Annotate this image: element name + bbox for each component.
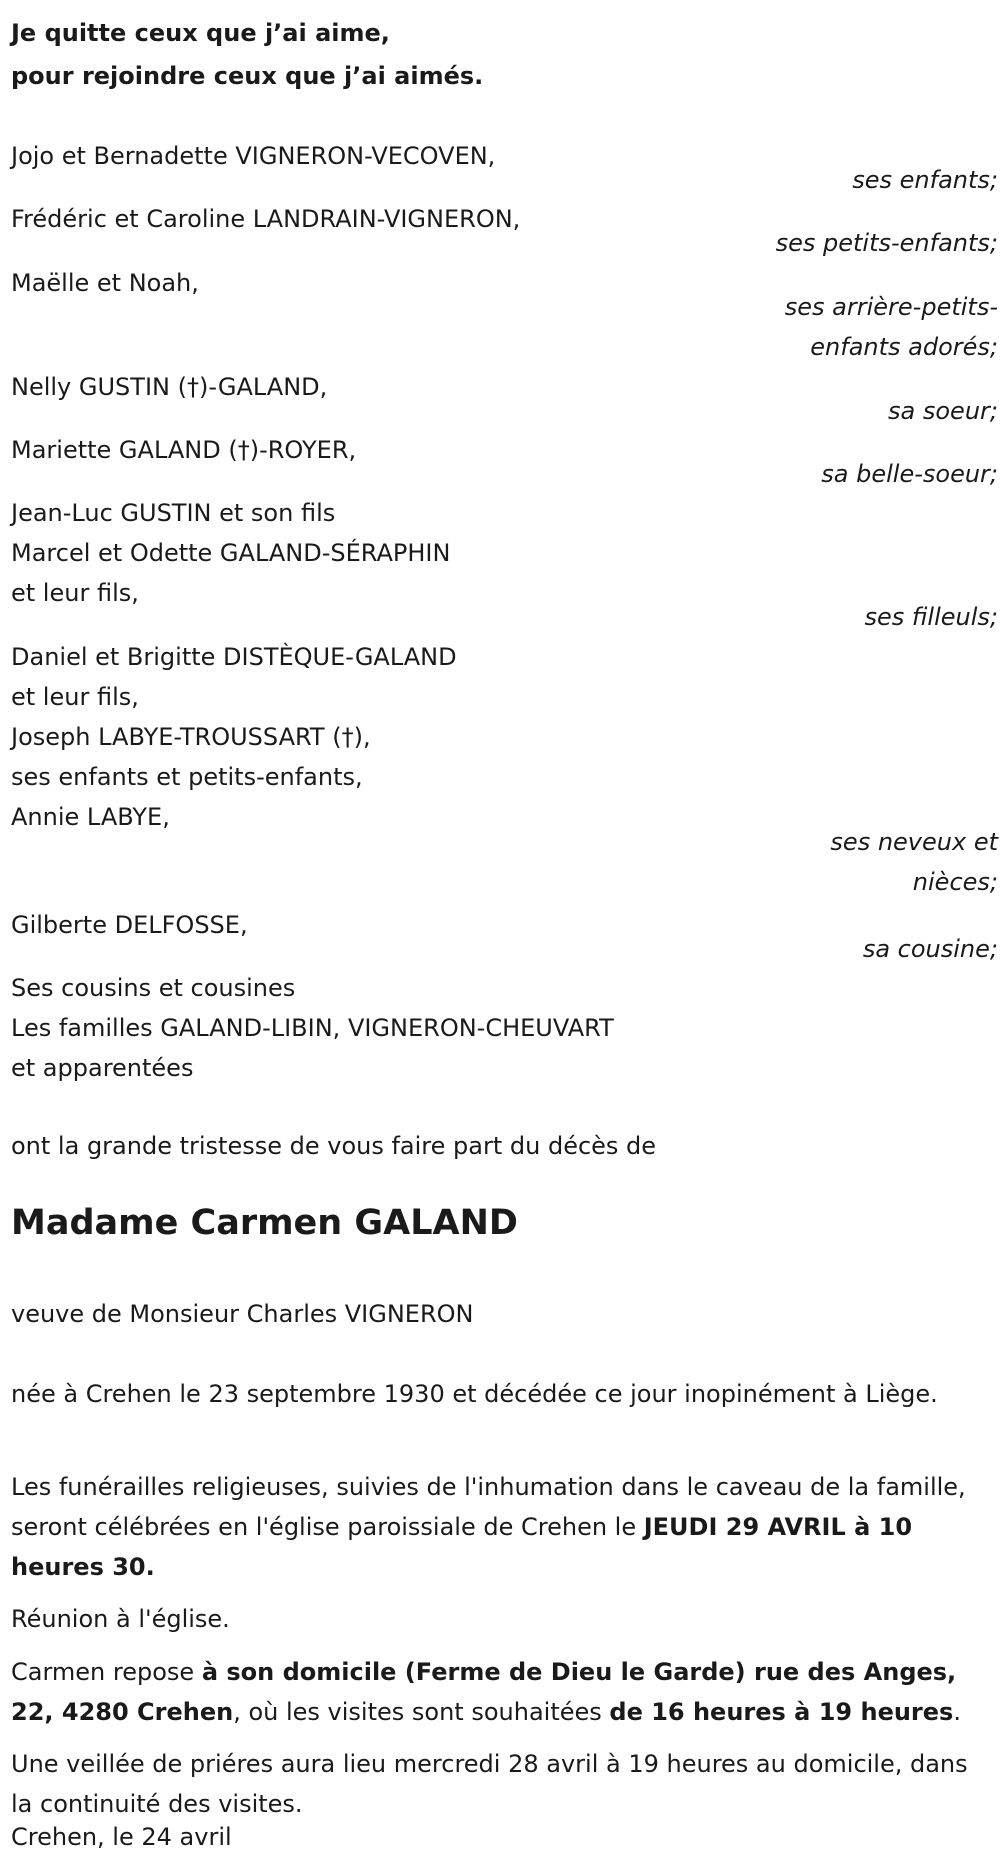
deceased-name: Madame Carmen GALAND bbox=[11, 1203, 518, 1243]
relation-label: ses filleuls; bbox=[864, 603, 998, 631]
mourner-entry bbox=[11, 968, 711, 1088]
epigraph-line-1: Je quitte ceux que j’ai aime, bbox=[11, 19, 390, 47]
relation-label: ses enfants; bbox=[852, 166, 998, 194]
mourner-name: Ses cousins et cousines bbox=[11, 974, 296, 1002]
mourner-name: Maëlle et Noah, bbox=[11, 269, 199, 297]
relation-label: ses neveux et nièces; bbox=[830, 828, 998, 896]
relation-label: sa soeur; bbox=[888, 397, 998, 425]
closing-text: Crehen, le 24 avril bbox=[11, 1823, 232, 1851]
mourner-name: et leur fils, bbox=[11, 683, 139, 711]
mourner-name: Mariette GALAND (†)-ROYER, bbox=[11, 436, 357, 464]
announcement-text: ont la grande tristesse de vous faire part du décès de bbox=[11, 1132, 657, 1160]
funeral-text bbox=[11, 1467, 996, 1587]
funeral-details: Les funérailles religieuses, suivies de l'inhumation dans le caveau de la famille, seront célébrées en l'église paroissiale de Crehen le bbox=[11, 1473, 966, 1541]
epigraph-line-2: pour rejoindre ceux que j’ai aimés. bbox=[11, 62, 484, 90]
mourner-name: Annie LABYE, bbox=[11, 803, 170, 831]
mourner-entry bbox=[11, 136, 711, 176]
mourner-entry bbox=[11, 367, 711, 407]
relation-label: ses petits-enfants; bbox=[775, 229, 998, 257]
repose-end: . bbox=[953, 1698, 961, 1726]
mourner-name: Gilberte DELFOSSE, bbox=[11, 911, 248, 939]
mourner-entry bbox=[11, 263, 711, 303]
mourner-name: Jean-Luc GUSTIN et son fils bbox=[11, 499, 336, 527]
mourner-name: Les familles GALAND-LIBIN, VIGNERON-CHEUVART bbox=[11, 1014, 614, 1042]
repose-address: à son domicile (Ferme de Dieu le Garde) rue des Anges, 22, 4280 Crehen bbox=[11, 1658, 957, 1726]
mourner-entry bbox=[11, 493, 711, 613]
mourner-name: Daniel et Brigitte DISTÈQUE-GALAND bbox=[11, 643, 457, 671]
mourner-name: Frédéric et Caroline LANDRAIN-VIGNERON, bbox=[11, 205, 521, 233]
mourner-entry bbox=[11, 905, 711, 945]
funeral-date: JEUDI 29 AVRIL à 10 heures 30. bbox=[11, 1513, 913, 1581]
relation-label: sa belle-soeur; bbox=[821, 460, 998, 488]
mourner-name: ses enfants et petits-enfants, bbox=[11, 763, 363, 791]
widow-of-text: veuve de Monsieur Charles VIGNERON bbox=[11, 1300, 474, 1328]
mourner-entry bbox=[11, 637, 711, 837]
repose-text bbox=[11, 1652, 996, 1732]
repose-hours: de 16 heures à 19 heures bbox=[609, 1698, 954, 1726]
meeting-text: Réunion à l'église. bbox=[11, 1605, 230, 1633]
mourner-entry bbox=[11, 430, 711, 470]
mourner-name: Joseph LABYE-TROUSSART (†), bbox=[11, 723, 371, 751]
vigil-text: Une veillée de priéres aura lieu mercredi 28 avril à 19 heures au domicile, dans la continuité des visites. bbox=[11, 1750, 968, 1818]
mourner-name: Jojo et Bernadette VIGNERON-VECOVEN, bbox=[11, 142, 496, 170]
repose-intro: Carmen repose bbox=[11, 1658, 202, 1686]
mourner-name: et leur fils, bbox=[11, 579, 139, 607]
relation-label: ses arrière-petits-enfants adorés; bbox=[784, 293, 998, 361]
repose-visits: , où les visites sont souhaitées bbox=[233, 1698, 610, 1726]
birth-death-text: née à Crehen le 23 septembre 1930 et décédée ce jour inopinément à Liège. bbox=[11, 1380, 938, 1408]
mourner-name: Marcel et Odette GALAND-SÉRAPHIN bbox=[11, 539, 451, 567]
mourner-name: Nelly GUSTIN (†)-GALAND, bbox=[11, 373, 328, 401]
epigraph bbox=[11, 12, 483, 98]
mourner-entry bbox=[11, 199, 711, 239]
relation-label: sa cousine; bbox=[862, 935, 998, 963]
mourner-name: et apparentées bbox=[11, 1054, 194, 1082]
